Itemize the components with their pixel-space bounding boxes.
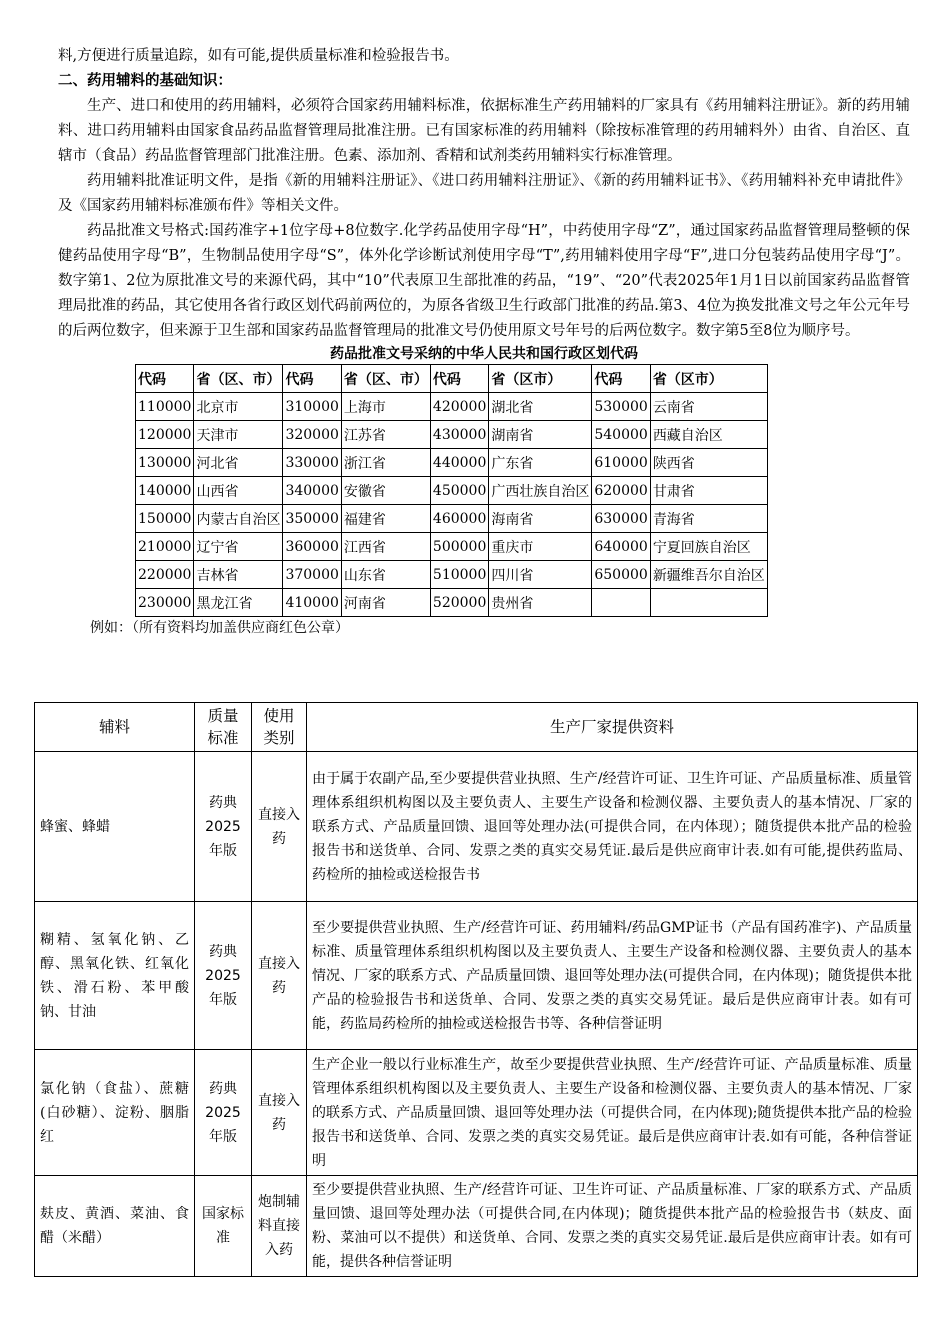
standard-header: 质量标准	[195, 703, 252, 752]
region-cell: 山东省	[341, 561, 430, 589]
region-cell: 江苏省	[341, 421, 430, 449]
section-heading: 二、药用辅料的基础知识：	[58, 73, 232, 89]
region-cell: 湖北省	[489, 393, 592, 421]
table-row	[136, 533, 768, 561]
code-cell: 230000	[136, 589, 194, 617]
code-cell: 350000	[283, 505, 341, 533]
code-cell: 150000	[136, 505, 194, 533]
code-cell: 220000	[136, 561, 194, 589]
table-row	[136, 505, 768, 533]
code-cell: 520000	[430, 589, 488, 617]
docs-header: 生产厂家提供资料	[307, 703, 918, 752]
docs-cell: 至少要提供营业执照、生产/经营许可证、卫生许可证、产品质量标准、厂家的联系方式、产品质量回馈、退回等处理办法（可提供合同,在内体现)；随货提供本批产品的检验报告书（麸皮、面粉、菜油可以不提供）和送货单、合同、发票之类的真实交易凭证.最后是供应商审计表。如有可能，提供各种信誉证明	[307, 1176, 918, 1277]
region-cell	[650, 589, 767, 617]
docs-cell: 至少要提供营业执照、生产/经营许可证、药用辅料/药品GMP证书（产品有国药准字)、产品质量标准、质量管理体系组织机构图以及主要负责人、主要生产设备和检测仪器、主要负责人的基本情况、厂家的联系方式、产品质量回馈、退回等处理办法(可提供合同，在内体现)；随货提供本批产品的检验报告书和送货单、合同、发票之类的真实交易凭证。最后是供应商审计表。如有可能，药监局药检所的抽检或送检报告书等、各种信誉证明	[307, 902, 918, 1050]
code-cell: 430000	[430, 421, 488, 449]
code-cell: 210000	[136, 533, 194, 561]
region-cell: 浙江省	[341, 449, 430, 477]
standard-cell: 药典2025年版	[195, 1050, 252, 1176]
code-cell: 370000	[283, 561, 341, 589]
region-cell: 上海市	[341, 393, 430, 421]
docs-cell: 生产企业一般以行业标准生产，故至少要提供营业执照、生产/经营许可证、产品质量标准、质量管理体系组织机构图以及主要负责人、主要生产设备和检测仪器、主要负责人的基本情况、厂家的联系方式、产品质量回馈、退回等处理办法（可提供合同，在内体现);随货提供本批产品的检验报告书和送货单、合同、发票之类的真实交易凭证。最后是供应商审计表.如有可能，各种信誉证明	[307, 1050, 918, 1176]
code-header: 代码	[592, 365, 650, 393]
code-cell: 650000	[592, 561, 650, 589]
category-cell: 直接入药	[252, 752, 307, 902]
standard-cell: 药典2025年版	[195, 902, 252, 1050]
region-cell: 湖南省	[489, 421, 592, 449]
material-header: 辅料	[35, 703, 195, 752]
code-cell: 320000	[283, 421, 341, 449]
code-cell: 440000	[430, 449, 488, 477]
region-cell: 广东省	[489, 449, 592, 477]
code-cell: 610000	[592, 449, 650, 477]
example-note: 例如：（所有资料均加盖供应商红色公章）	[90, 620, 349, 636]
table-row	[136, 561, 768, 589]
code-cell: 540000	[592, 421, 650, 449]
region-cell: 辽宁省	[194, 533, 283, 561]
code-cell: 630000	[592, 505, 650, 533]
code-cell: 410000	[283, 589, 341, 617]
material-cell: 麸皮、黄酒、菜油、食醋（米醋）	[35, 1176, 195, 1277]
code-cell: 510000	[430, 561, 488, 589]
code-cell	[592, 589, 650, 617]
code-cell: 130000	[136, 449, 194, 477]
material-table-header-row	[35, 703, 918, 752]
region-cell: 广西壮族自治区	[489, 477, 592, 505]
paragraph-registration: 生产、进口和使用的药用辅料，必须符合国家药用辅料标准，依据标准生产药用辅料的厂家具有《药用辅料注册证》。新的药用辅料、进口药用辅料由国家食品药品监督管理局批准注册。已有国家标准的药用辅料（除按标准管理的药用辅料外）由省、自治区、直辖市（食品）药品监督管理部门批准注册。色素、添加剂、香精和试剂类药用辅料实行标准管理。	[58, 98, 910, 164]
category-cell: 直接入药	[252, 1050, 307, 1176]
category-cell: 炮制辅料直接入药	[252, 1176, 307, 1277]
table-row	[136, 477, 768, 505]
code-table-title: 药品批准文号采纳的中华人民共和国行政区划代码	[330, 346, 638, 362]
region-cell: 福建省	[341, 505, 430, 533]
code-cell: 640000	[592, 533, 650, 561]
document-page	[58, 44, 910, 639]
region-cell: 云南省	[650, 393, 767, 421]
docs-cell: 由于属于农副产品,至少要提供营业执照、生产/经营许可证、卫生许可证、产品质量标准、质量管理体系组织机构图以及主要负责人、主要生产设备和检测仪器、主要负责人的基本情况、厂家的联系方式、产品质量回馈、退回等处理办法(可提供合同，在内体现）；随货提供本批产品的检验报告书和送货单、合同、发票之类的真实交易凭证.最后是供应商审计表.如有可能,提供药监局、药检所的抽检或送检报告书	[307, 752, 918, 902]
code-cell: 420000	[430, 393, 488, 421]
paragraph-approval-documents: 药用辅料批准证明文件，是指《新的用辅料注册证》、《进口药用辅料注册证》、《新的药用辅料证书》、《药用辅料补充申请批件》及《国家药用辅料标准颁布件》等相关文件。	[58, 173, 910, 214]
region-cell: 北京市	[194, 393, 283, 421]
region-code-table	[135, 364, 768, 617]
paragraph-approval-number-format: 药品批准文号格式:国药准字+1位字母+8位数字.化学药品使用字母“H”，中药使用字母“Z”，通过国家药品监督管理局整顿的保健药品使用字母“B”，生物制品使用字母“S”，体外化学诊断试剂使用字母“T”,药用辅料使用字母“F”,进口分包装药品使用字母“J”。数字第1、2位为原批准文号的来源代码，其中“10”代表原卫生部批准的药品，“19”、“20”代表2025年1月1日以前国家药品监督管理局批准的药品，其它使用各省行政区划代码前两位的，为原各省级卫生行政部门批准的药品.第3、4位为换发批准文号之年公元年号的后两位数字，但来源于卫生部和国家药品监督管理局的批准文号仍使用原文号年号的后两位数字。数字第5至8位为顺序号。	[58, 223, 910, 339]
material-cell: 糊精、氢氧化钠、乙醇、黑氧化铁、红氧化铁、滑石粉、苯甲酸钠、甘油	[35, 902, 195, 1050]
region-cell: 新疆维吾尔自治区	[650, 561, 767, 589]
region-header: 省（区市）	[650, 365, 767, 393]
region-cell: 河南省	[341, 589, 430, 617]
region-cell: 四川省	[489, 561, 592, 589]
region-cell: 山西省	[194, 477, 283, 505]
code-cell: 530000	[592, 393, 650, 421]
code-cell: 330000	[283, 449, 341, 477]
region-cell: 陕西省	[650, 449, 767, 477]
region-header: 省（区、市）	[194, 365, 283, 393]
table-row	[136, 449, 768, 477]
code-cell: 310000	[283, 393, 341, 421]
region-cell: 黑龙江省	[194, 589, 283, 617]
material-cell: 氯化钠（食盐）、蔗糖(白砂糖）、淀粉、胭脂红	[35, 1050, 195, 1176]
region-cell: 西藏自治区	[650, 421, 767, 449]
region-cell: 重庆市	[489, 533, 592, 561]
table-row	[35, 1050, 918, 1176]
region-cell: 内蒙古自治区	[194, 505, 283, 533]
code-cell: 450000	[430, 477, 488, 505]
code-header: 代码	[136, 365, 194, 393]
code-table-header-row	[136, 365, 768, 393]
code-cell: 340000	[283, 477, 341, 505]
code-cell: 620000	[592, 477, 650, 505]
region-cell: 宁夏回族自治区	[650, 533, 767, 561]
code-cell: 360000	[283, 533, 341, 561]
table-row	[35, 902, 918, 1050]
material-cell: 蜂蜜、蜂蜡	[35, 752, 195, 902]
code-cell: 120000	[136, 421, 194, 449]
region-cell: 河北省	[194, 449, 283, 477]
code-cell: 500000	[430, 533, 488, 561]
region-cell: 青海省	[650, 505, 767, 533]
table-row	[136, 589, 768, 617]
table-row	[35, 1176, 918, 1277]
code-header: 代码	[430, 365, 488, 393]
region-header: 省（区市）	[489, 365, 592, 393]
code-cell: 140000	[136, 477, 194, 505]
region-cell: 江西省	[341, 533, 430, 561]
region-cell: 天津市	[194, 421, 283, 449]
region-header: 省（区、市）	[341, 365, 430, 393]
category-header: 使用类别	[252, 703, 307, 752]
code-cell: 110000	[136, 393, 194, 421]
standard-cell: 药典2025年版	[195, 752, 252, 902]
material-docs-table	[34, 702, 918, 1277]
region-cell: 安徽省	[341, 477, 430, 505]
table-row	[136, 393, 768, 421]
standard-cell: 国家标准	[195, 1176, 252, 1277]
region-cell: 甘肃省	[650, 477, 767, 505]
category-cell: 直接入药	[252, 902, 307, 1050]
region-cell: 吉林省	[194, 561, 283, 589]
region-cell: 贵州省	[489, 589, 592, 617]
intro-line: 料,方便进行质量追踪，如有可能,提供质量标准和检验报告书。	[58, 48, 459, 64]
code-cell: 460000	[430, 505, 488, 533]
table-row	[136, 421, 768, 449]
code-header: 代码	[283, 365, 341, 393]
table-row	[35, 752, 918, 902]
region-cell: 海南省	[489, 505, 592, 533]
